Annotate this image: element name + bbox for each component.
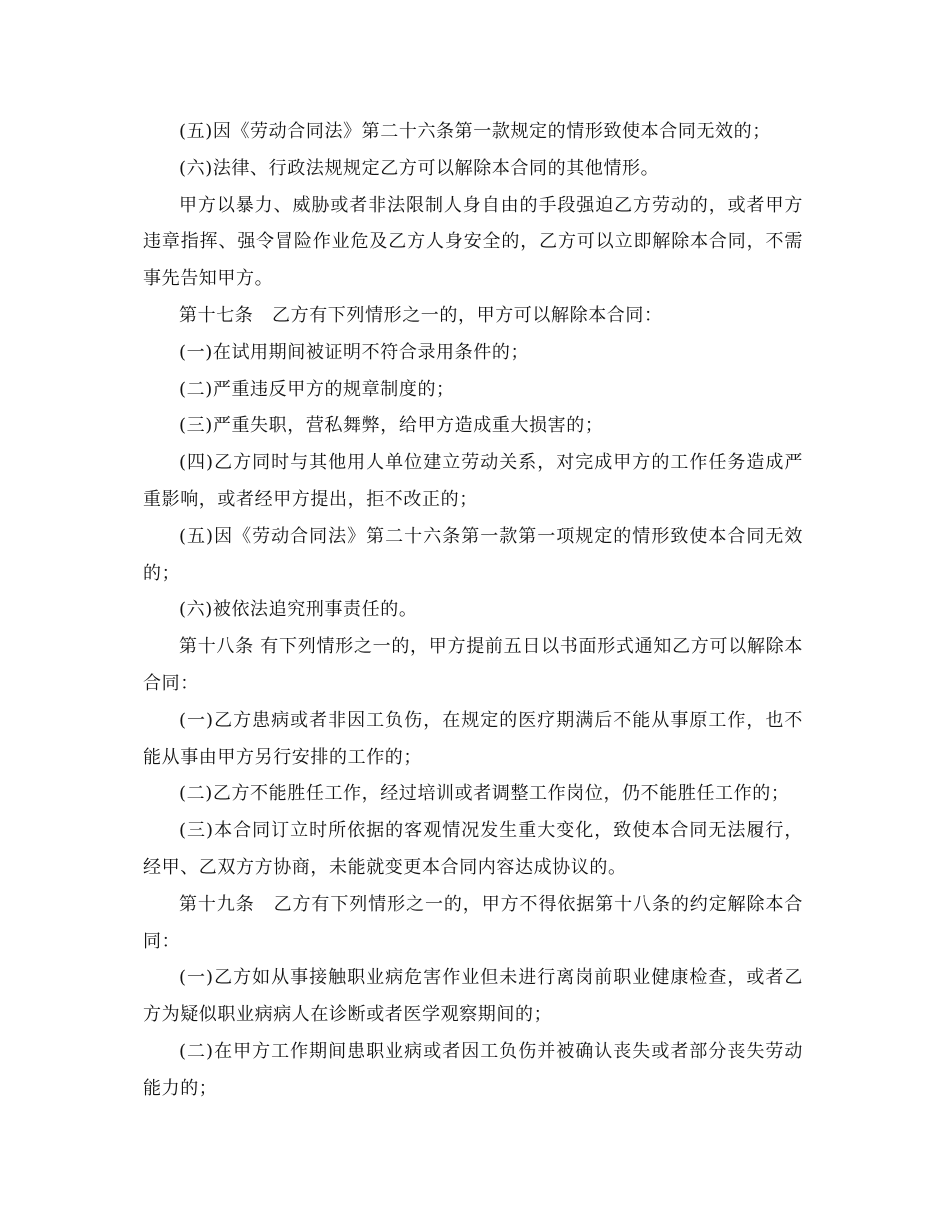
document-body [143,114,803,1108]
paragraph-10: (六)被依法追究刑事责任的。 [179,599,418,621]
paragraph-11: 第十八条 有下列情形之一的，甲方提前五日以书面形式通知乙方可以解除本合同： [143,636,803,694]
paragraph-7: (三)严重失职，营私舞弊，给甲方造成重大损害的； [179,415,604,437]
paragraph-2: (六)法律、行政法规规定乙方可以解除本合同的其他情形。 [179,157,660,179]
paragraph-6: (二)严重违反甲方的规章制度的； [179,378,455,400]
paragraph-12: (一)乙方患病或者非因工负伤，在规定的医疗期满后不能从事原工作，也不能从事由甲方另行安排的工作的； [143,709,803,768]
paragraph-15: 第十九条 乙方有下列情形之一的，甲方不得依据第十八条的约定解除本合同： [143,893,803,952]
paragraph-9: (五)因《劳动合同法》第二十六条第一款第一项规定的情形致使本合同无效的； [143,525,803,584]
paragraph-8: (四)乙方同时与其他用人单位建立劳动关系，对完成甲方的工作任务造成严重影响，或者经甲方提出，拒不改正的； [143,452,803,510]
paragraph-17: (二)在甲方工作期间患职业病或者因工负伤并被确认丧失或者部分丧失劳动能力的； [143,1040,803,1099]
paragraph-13: (二)乙方不能胜任工作，经过培训或者调整工作岗位，仍不能胜任工作的； [179,783,790,805]
paragraph-1: (五)因《劳动合同法》第二十六条第一款规定的情形致使本合同无效的； [179,121,771,142]
paragraph-4: 第十七条 乙方有下列情形之一的，甲方可以解除本合同： [179,304,663,326]
paragraph-3: 甲方以暴力、威胁或者非法限制人身自由的手段强迫乙方劳动的，或者甲方违章指挥、强令冒险作业危及乙方人身安全的，乙方可以立即解除本合同，不需事先告知甲方。 [143,194,803,290]
paragraph-16: (一)乙方如从事接触职业病危害作业但未进行离岗前职业健康检查，或者乙方为疑似职业病病人在诊断或者医学观察期间的； [143,967,803,1026]
paragraph-14: (三)本合同订立时所依据的客观情况发生重大变化，致使本合同无法履行，经甲、乙双方方协商，未能就变更本合同内容达成协议的。 [143,820,803,878]
paragraph-5: (一)在试用期间被证明不符合录用条件的； [179,341,530,363]
